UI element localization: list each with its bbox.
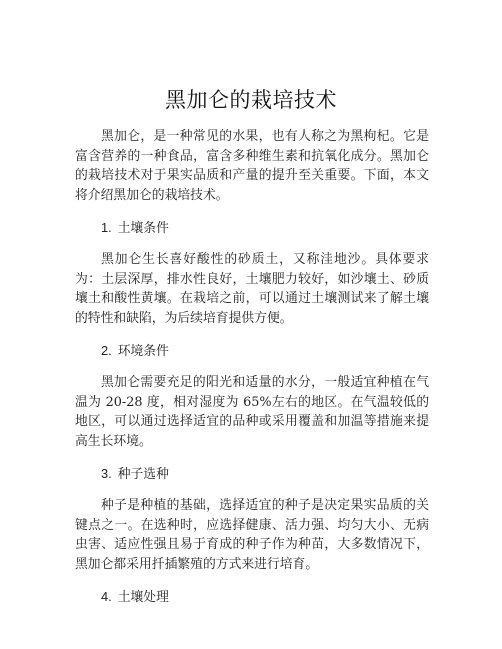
intro-paragraph: 黑加仑，是一种常见的水果，也有人称之为黑枸杞。它是富含营养的一种食品，富含多种维生素和抗氧化成分。黑加仑的栽培技术对于果实品质和产量的提升至关重要。下面，本文将介绍黑加仑的栽培技术。: [75, 129, 429, 203]
section-heading-soil-treatment: [75, 587, 429, 607]
section-paragraph-seed-selection: 种子是种植的基础，选择适宜的种子是决定果实品质的关键点之一。在选种时，应选择健康、活力强、均匀大小、无病虫害、适应性强且易于育成的种子作为种苗，大多数情况下，黑加仑都采用扦插繁殖的方式来进行培育。: [75, 498, 429, 572]
document-body: [75, 127, 429, 619]
section-heading-soil-conditions: [75, 218, 429, 238]
section-heading-environment: [75, 341, 429, 361]
section-heading-text: 环境条件: [117, 344, 169, 359]
section-number: 2.: [101, 343, 112, 358]
section-heading-text: 土壤条件: [117, 221, 169, 236]
document-title: 黑加仑的栽培技术: [165, 88, 337, 112]
section-paragraph-environment: 黑加仑需要充足的阳光和适量的水分，一般适宜种植在气温为 20-28 度，相对湿度为 65%左右的地区。在气温较低的地区，可以通过选择适宜的品种或采用覆盖和加温等措施来提高生长环境。: [75, 375, 429, 449]
section-heading-text: 土壤处理: [117, 590, 169, 605]
section-heading-seed-selection: [75, 464, 429, 484]
section-number: 4.: [101, 589, 112, 604]
section-paragraph-soil-conditions: 黑加仑生长喜好酸性的砂质土，又称洼地沙。具体要求为：土层深厚，排水性良好，土壤肥力较好，如沙壤土、砂质壤土和酸性黄壤。在栽培之前，可以通过土壤测试来了解土壤的特性和缺陷，为后续培育提供方便。: [75, 252, 429, 326]
section-heading-text: 种子选种: [117, 467, 169, 482]
section-number: 1.: [101, 220, 112, 235]
section-number: 3.: [101, 466, 112, 481]
